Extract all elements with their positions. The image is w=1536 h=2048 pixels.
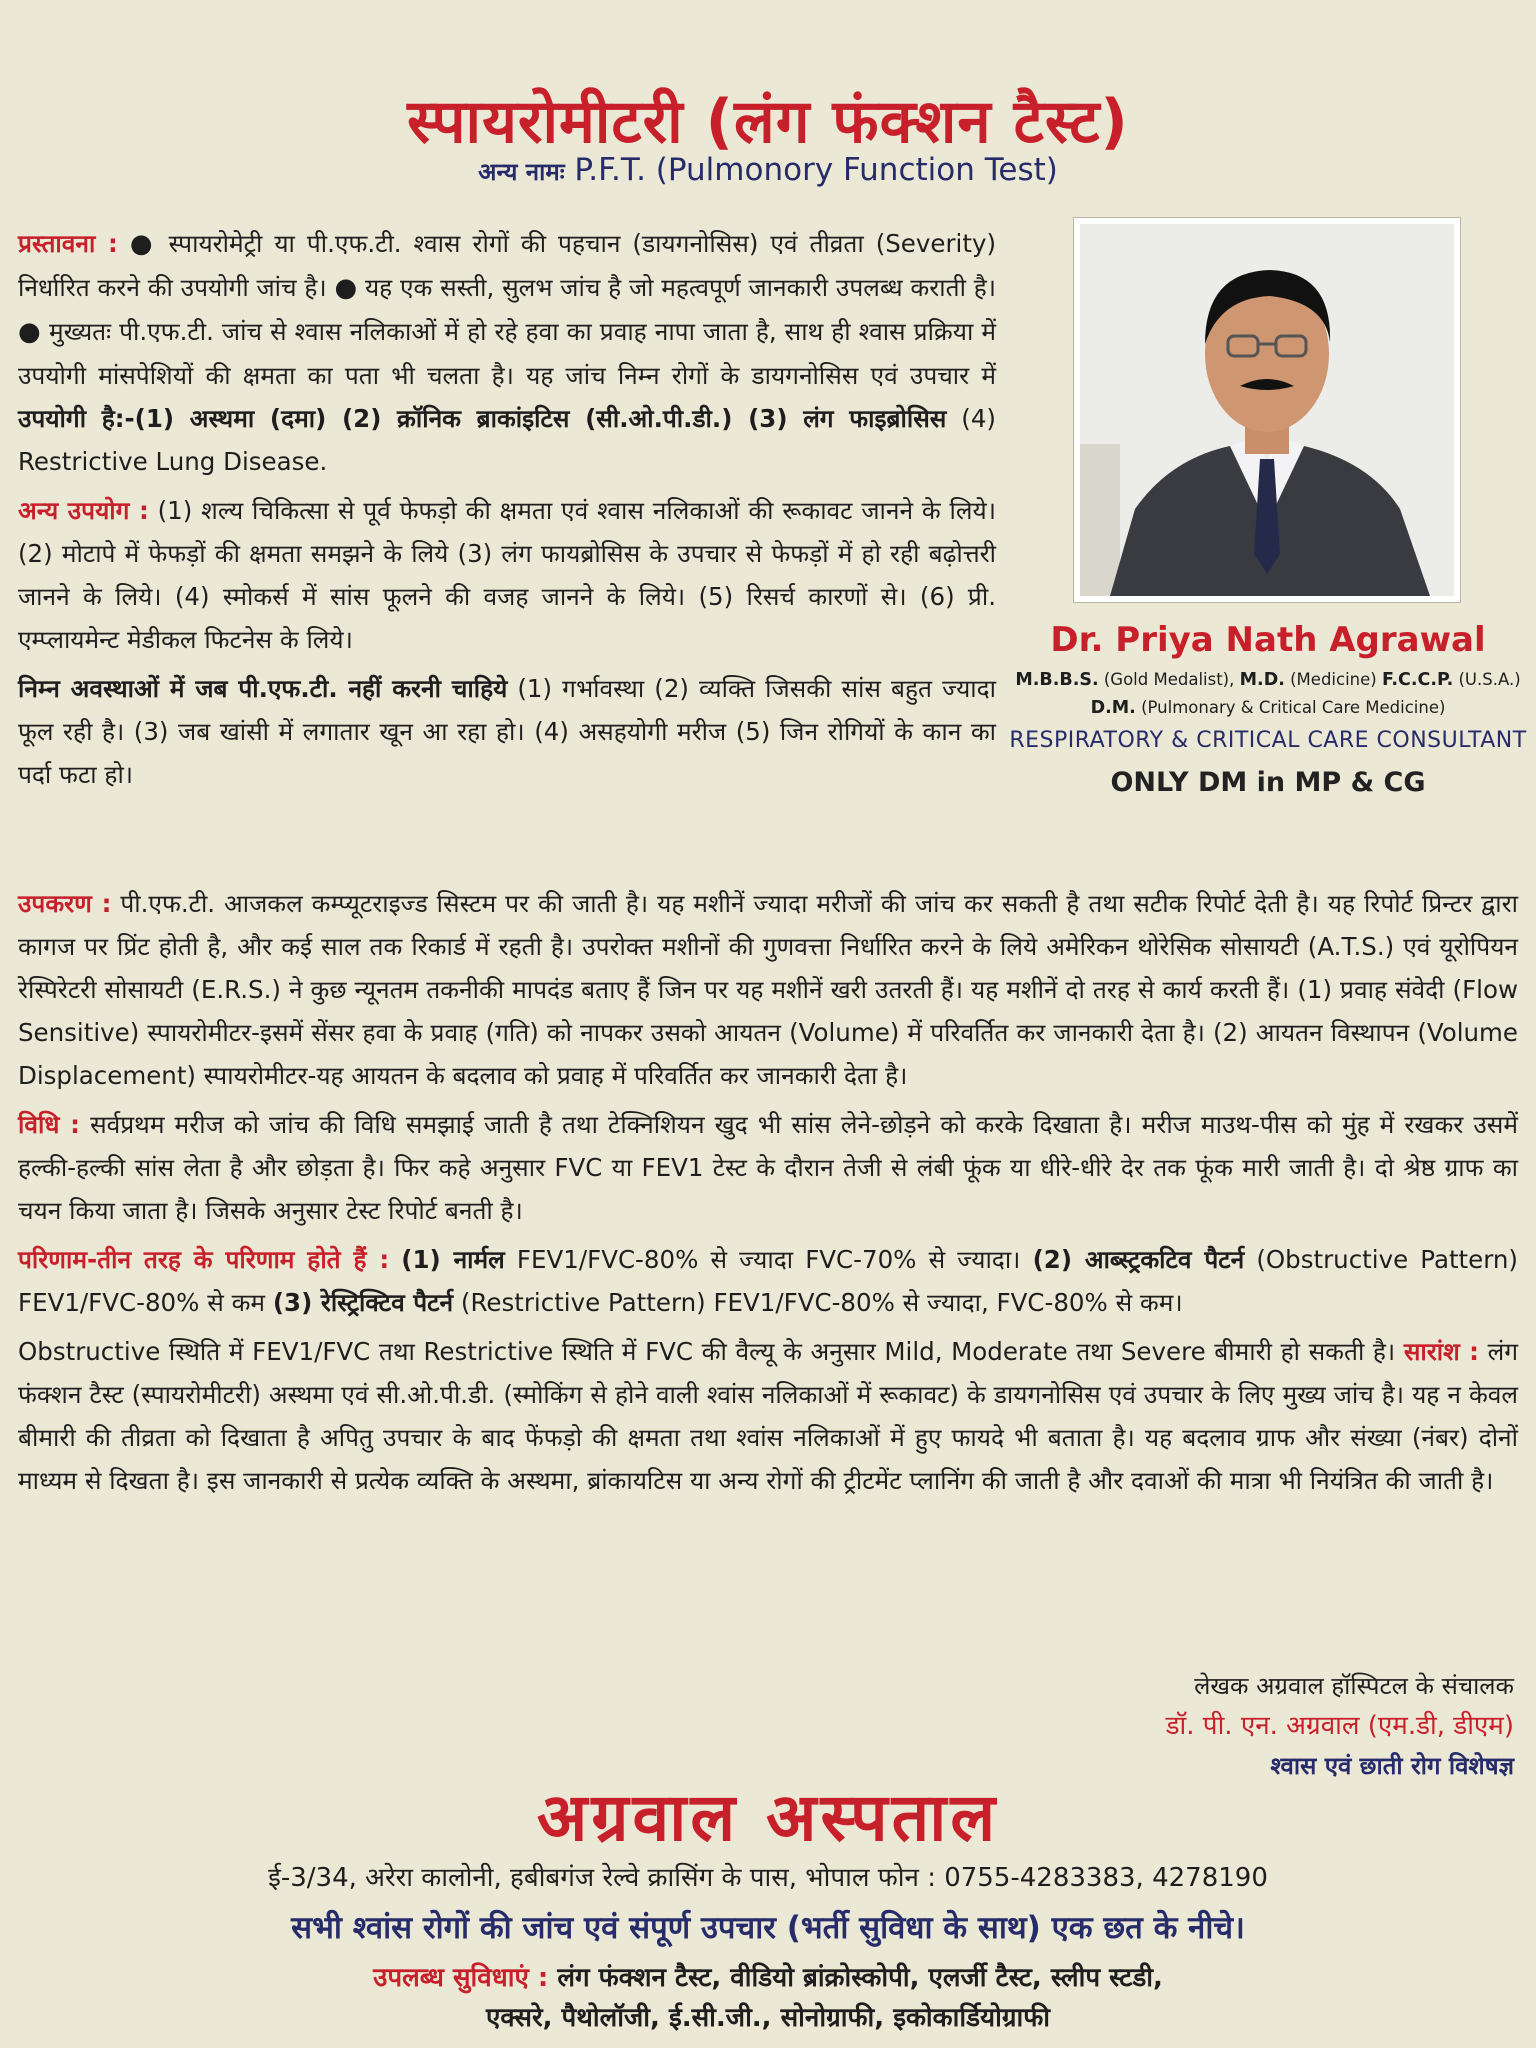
facilities-line-2: एक्सरे, पैथोलॉजी, ई.सी.जी., सोनोग्राफी, इकोकार्डियोग्राफी — [485, 2003, 1050, 2033]
other-uses-heading: अन्य उपयोग : — [18, 496, 149, 525]
intro-s3-bold: उपयोगी है:-(1) अस्थमा (दमा) (2) क्रॉनिक ब्राकांइटिस (सी.ओ.पी.डी.) (3) लंग फाइब्रोसिस — [18, 404, 947, 433]
intro-s4: (4) Restrictive Lung Disease. — [18, 404, 996, 476]
left-column — [18, 222, 996, 802]
results-heading: परिणाम-तीन तरह के परिणाम होते हैं : — [18, 1245, 390, 1274]
qual-dm: D.M. — [1090, 698, 1136, 718]
intro-heading: प्रस्तावना : — [18, 229, 118, 258]
qual-mbbs-note: (Gold Medalist), — [1103, 670, 1235, 689]
equipment-heading: उपकरण : — [18, 889, 112, 918]
page-subtitle — [0, 152, 1536, 188]
method-paragraph — [18, 1103, 1518, 1232]
hospital-slogan: सभी श्वांस रोगों की जांच एवं संपूर्ण उपचार (भर्ती सुविधा के साथ) एक छत के नीचे। — [291, 1910, 1245, 1946]
doctor-photo — [1074, 218, 1460, 602]
doctor-name: Dr. Priya Nath Agrawal — [1050, 620, 1486, 660]
method-text: सर्वप्रथम मरीज को जांच की विधि समझाई जाती है तथा टेक्निशियन खुद भी सांस लेने-छोड़ने को करके दिखाता है। मरीज माउथ-पीस को मुंह में रखकर उसमें हल्की-हल्की सांस लेता है और छोड़ता है। फिर कहे अनुसार FVC या FEV1 टेस्ट के दौरान तेजी से लंबी फूंक या धीरे-धीरे देर तक फूंक मारी जाती है। दो श्रेष्ठ ग्राफ का चयन किया जाता है। जिसके अनुसार टेस्ट रिपोर्ट बनती है। — [18, 1110, 1518, 1225]
page-title: स्पायरोमीटरी (लंग फंक्शन टैस्ट) — [407, 87, 1129, 157]
bullet-icon: ● — [18, 317, 41, 347]
other-uses-text: (1) शल्य चिकित्सा से पूर्व फेफड़ो की क्षमता एवं श्वास नलिकाओं की रूकावट जानने के लिये। (2) मोटापे में फेफड़ों की क्षमता समझने के लिये (3) लंग फायब्रोसिस के उपचार से फेफड़ों में हो रही बढ़ोत्तरी जानने के लिये। (4) स्मोकर्स में सांस फूलने की वजह जानने के लिये। (5) रिसर्च कारणों से। (6) प्री. एम्प्लायमेन्ट मेडीकल फिटनेस के लिये। — [18, 496, 996, 654]
author-line-3: श्वास एवं छाती रोग विशेषज्ञ — [1270, 1752, 1514, 1780]
result-normal-label: (1) नार्मल — [401, 1245, 505, 1274]
bullet-icon: ● — [129, 229, 157, 259]
doctor-qualifications — [1000, 666, 1536, 722]
summary-text: लंग फंक्शन टैस्ट (स्पायरोमीटरी) अस्थमा एवं सी.ओ.पी.डी. (स्मोकिंग से होने वाली श्वांस नलिकाओं में रूकावट) के डायगनोसिस एवं उपचार के लिए मुख्य जांच है। यह न केवल बीमारी की तीव्रता को दिखाता है अपितु उपचार के बाद फेंफड़ो की क्षमता तथा श्वांस नलिकाओं में हुए फायदे भी बताता है। यह बदलाव ग्राफ और संख्या (नंबर) दोनों माध्यम से दिखता है। इस जानकारी से प्रत्येक व्यक्ति के अस्थमा, ब्रांकायटिस या अन्य रोगों की ट्रीटमेंट प्लानिंग की जाती है और दवाओं की मात्रा भी नियंत्रित की जाती है। — [18, 1337, 1519, 1495]
full-width-text — [18, 882, 1518, 1508]
qual-dm-note: (Pulmonary & Critical Care Medicine) — [1141, 698, 1446, 717]
subtitle-value: P.F.T. (Pulmonory Function Test) — [574, 152, 1058, 188]
doctor-info — [1000, 620, 1536, 798]
subtitle-label: अन्य नामः — [478, 158, 565, 186]
author-line-2: डॉ. पी. एन. अग्रवाल (एम.डी, डीएम) — [1165, 1711, 1514, 1741]
intro-s2: यह एक सस्ती, सुलभ जांच है जो महत्वपूर्ण जानकारी उपलब्ध कराती है। — [364, 273, 996, 302]
intro-s1: स्पायरोमेट्री या पी.एफ.टी. श्वास रोगों की पहचान (डायगनोसिस) एवं तीव्रता (Severity) निर्धारित करने की उपयोगी जांच है। — [18, 229, 996, 302]
facilities-heading: उपलब्ध सुविधाएं : — [373, 1963, 549, 1993]
author-line-1: लेखक अग्रवाल हॉस्पिटल के संचालक — [1194, 1672, 1514, 1700]
summary-heading: सारांश : — [1403, 1337, 1479, 1366]
qual-fccp: F.C.C.P. — [1381, 670, 1454, 690]
result-restrictive-label: (3) रेस्ट्रिक्टिव पैटर्न — [272, 1288, 454, 1317]
contra-paragraph — [18, 667, 996, 796]
intro-paragraph — [18, 222, 996, 483]
equipment-text: पी.एफ.टी. आजकल कम्प्यूटराइज्ड सिस्टम पर की जाती है। यह मशीनें ज्यादा मरीजों की जांच कर सकती है तथा सटीक रिपोर्ट देती है। यह रिपोर्ट प्रिन्टर द्वारा कागज पर प्रिंट होती है, और कई साल तक रिकार्ड में रहती है। उपरोक्त मशीनों की गुणवत्ता निर्धारित करने के लिये अमेरिकन थोरेसिक सोसायटी (A.T.S.) एवं यूरोपियन रेस्पिरेटरी सोसायटी (E.R.S.) ने कुछ न्यूनतम तकनीकी मापदंड बताए हैं जिन पर यह मशीनें खरी उतरती हैं। यह मशीनें दो तरह से कार्य करती हैं। (1) प्रवाह संवेदी (Flow Sensitive) स्पायरोमीटर-इसमें सेंसर हवा के प्रवाह (गति) को नापकर उसको आयतन (Volume) में परिवर्तित कर जानकारी देता है। (2) आयतन विस्थापन (Volume Displacement) स्पायरोमीटर-यह आयतन के बदलाव को प्रवाह में परिवर्तित कर जानकारी देता है। — [18, 889, 1518, 1090]
author-signature — [914, 1666, 1514, 1786]
doctor-portrait-icon — [1080, 224, 1454, 596]
consultant-title: RESPIRATORY & CRITICAL CARE CONSULTANT — [1009, 728, 1527, 753]
qual-mbbs: M.B.B.S. — [1015, 670, 1099, 690]
contra-text: (1) गर्भावस्था (2) व्यक्ति जिसकी सांस बहुत ज्यादा फूल रही है। (3) जब खांसी में लगातार खून आ रहा हो। (4) असहयोगी मरीज (5) जिन रोगियों के कान का पर्दा फटा हो। — [18, 674, 996, 789]
intro-s3: मुख्यतः पी.एफ.टी. जांच से श्वास नलिकाओं में हो रहे हवा का प्रवाह नापा जाता है, साथ ही श्वास प्रक्रिया में उपयोगी मांसपेशियों की क्षमता का पता भी चलता है। यह जांच निम्न रोगों के डायगनोसिस एवं उपचार में — [18, 317, 996, 390]
contra-heading: निम्न अवस्थाओं में जब पी.एफ.टी. नहीं करनी चाहिये — [18, 674, 508, 703]
summary-pre: Obstructive स्थिति में FEV1/FVC तथा Restrictive स्थिति में FVC की वैल्यू के अनुसार Mild, Moderate तथा Severe बीमारी हो सकती है। — [18, 1337, 1396, 1366]
result-restrictive-text: (Restrictive Pattern) FEV1/FVC-80% से ज्यादा, FVC-80% से कम। — [460, 1288, 1183, 1317]
result-obstructive-label: (2) आब्स्ट्रकटिव पैटर्न — [1032, 1245, 1245, 1274]
results-paragraph — [18, 1238, 1518, 1324]
other-uses-paragraph — [18, 489, 996, 661]
qual-md: M.D. — [1239, 670, 1285, 690]
qual-md-note: (Medicine) — [1290, 670, 1377, 689]
facilities-line-1: लंग फंक्शन टैस्ट, वीडियो ब्रांक्रोस्कोपी, एलर्जी टैस्ट, स्लीप स्टडी, — [557, 1963, 1163, 1993]
only-dm-tagline: ONLY DM in MP & CG — [1110, 767, 1426, 798]
bullet-icon: ● — [334, 273, 358, 303]
hospital-name: अग्रवाल अस्पताल — [536, 1779, 1000, 1856]
qual-fccp-note: (U.S.A.) — [1458, 670, 1521, 689]
equipment-paragraph — [18, 882, 1518, 1097]
result-normal-text: FEV1/FVC-80% से ज्यादा FVC-70% से ज्यादा। — [516, 1245, 1021, 1274]
summary-paragraph — [18, 1330, 1518, 1502]
hospital-address: ई-3/34, अरेरा कालोनी, हबीबगंज रेल्वे क्रासिंग के पास, भोपाल फोन : 0755-4283383, 4278190 — [268, 1863, 1268, 1893]
method-heading: विधि : — [18, 1110, 80, 1139]
result-obstructive-text: (Obstructive Pattern) FEV1/FVC-80% से कम — [18, 1245, 1518, 1317]
facilities — [0, 1958, 1536, 2038]
